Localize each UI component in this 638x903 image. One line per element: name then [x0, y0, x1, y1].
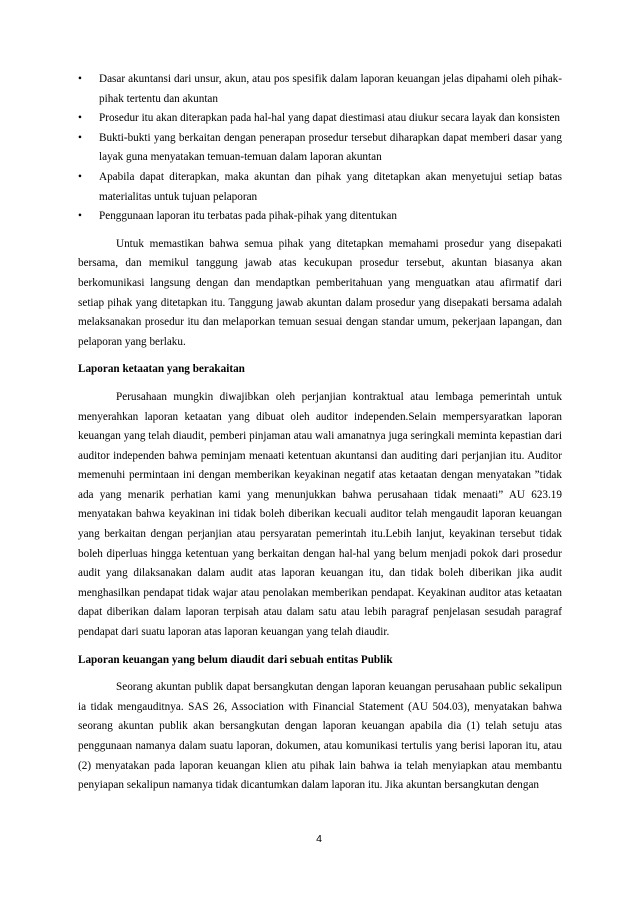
list-item — [78, 168, 562, 207]
page-number: 4 — [316, 833, 322, 845]
bullet-marker: • — [78, 131, 82, 144]
list-item — [78, 207, 562, 227]
bullet-marker: • — [78, 170, 82, 183]
list-item-text: Prosedur itu akan diterapkan pada hal-hal yang dapat diestimasi atau diukur secara layak dan konsisten — [99, 112, 561, 125]
list-item-text: Bukti-bukti yang berkaitan dengan penerapan prosedur tersebut diharapkan dapat memberi dasar yang layak guna menyatakan temuan-temuan dalam laporan akuntan — [99, 131, 562, 164]
list-item — [78, 129, 562, 168]
document-page — [78, 70, 562, 796]
list-item-text: Dasar akuntansi dari unsur, akun, atau pos spesifik dalam laporan keuangan jelas dipahami oleh pihak-pihak tertentu dan akuntan — [99, 73, 562, 105]
body-paragraph-compliance: Perusahaan mungkin diwajibkan oleh perjanjian kontraktual atau lembaga pemerintah untuk menyerahkan laporan ketaatan yang dibuat oleh auditor independen.Selain mempersyaratkan laporan keuangan yang telah diaudit, pemberi pinjaman atau wali amanatnya juga seringkali meminta kepastian dari auditor independen bahwa peminjam menaati ketentuan akuntansi dan auditing dari perjanjian itu. Auditor memenuhi permintaan ini dengan memberikan keyakinan negatif atas ketaatan dengan menyatakan ”tidak ada yang menarik perhatian kami yang menunjukkan bahwa perusahaan tidak menaati” AU 623.19 menyatakan bahwa keyakinan ini tidak boleh diberikan kecuali auditor telah mengaudit laporan keuangan yang berkaitan dengan perjanjian atau persyaratan pemerintah itu.Lebih lanjut, keyakinan tersebut tidak boleh diperluas hingga ketentuan yang berkaitan dengan hal-hal yang belum menjadi pokok dari prosedur audit yang dilaksanakan dalam audit atas laporan keuangan itu, dan tidak boleh diberikan jika audit menghasilkan pendapat tidak wajar atau penolakan memberikan pendapat. Keyakinan auditor atas ketaatan dapat diberikan dalam laporan terpisah atau dalam satu atau lebih paragraf penjelasan sesudah paragraf pendapat dari suatu laporan atas laporan keuangan yang telah diaudir. — [78, 390, 562, 639]
list-item-text: Penggunaan laporan itu terbatas pada pihak-pihak yang ditentukan — [99, 210, 397, 223]
bullet-marker: • — [78, 112, 82, 125]
criteria-bullet-list — [78, 70, 562, 227]
bullet-marker: • — [78, 73, 82, 85]
list-item — [78, 109, 562, 129]
section-heading-compliance-report: Laporan ketaatan yang berakaitan — [78, 363, 245, 376]
list-item — [78, 70, 562, 109]
body-paragraph-procedures: Untuk memastikan bahwa semua pihak yang ditetapkan memahami prosedur yang disepakati bersama, dan memikul tanggung jawab atas kecukupan prosedur tersebut, akuntan biasanya akan berkomunikasi langsung dengan dan mendaptkan pemberitahuan yang menguatkan atau afirmatif dari setiap pihak yang ditetapkan itu. Tanggung jawab akuntan dalam prosedur yang disepakati bersama adalah melaksanakan prosedur itu dan melaporkan temuan sesuai dengan standar umum, pekerjaan lapangan, dan pelaporan yang berlaku. — [78, 237, 562, 348]
bullet-marker: • — [78, 210, 82, 223]
section-heading-unaudited-statements: Laporan keuangan yang belum diaudit dari sebuah entitas Publik — [78, 653, 393, 666]
list-item-text: Apabila dapat diterapkan, maka akuntan dan pihak yang ditetapkan akan menyetujui setiap batas materialitas untuk tujuan pelaporan — [99, 170, 562, 203]
body-paragraph-unaudited: Seorang akuntan publik dapat bersangkutan dengan laporan keuangan perusahaan public sekalipun ia tidak mengauditnya. SAS 26, Association with Financial Statement (AU 504.03), menyatakan bahwa seorang akuntan publik akan bersangkutan dengan laporan keuangan apabila dia (1) telah setuju atas penggunaan namanya dalam suatu laporan, dokumen, atau komunikasi tertulis yang berisi laporan itu, atau (2) menyatakan pada laporan keuangan klien atu pihak lain bahwa ia telah menyiapkan atau membantu penyiapan sekalipun namanya tidak dicantumkan dalam laporan itu. Jika akuntan bersangkutan dengan — [78, 681, 562, 792]
